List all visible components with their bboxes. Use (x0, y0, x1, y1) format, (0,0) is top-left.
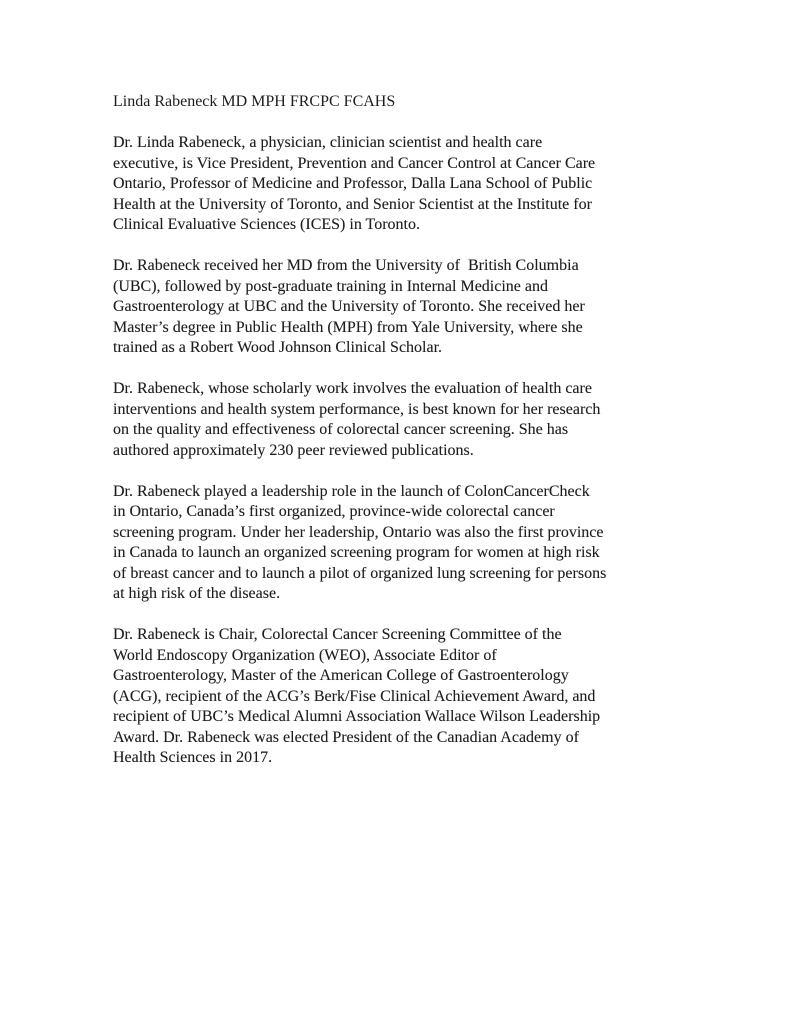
text-line: on the quality and effectiveness of colorectal cancer screening. She has (113, 421, 569, 438)
text-line: screening program. Under her leadership, Ontario was also the first province (113, 523, 604, 541)
paragraph-honors (113, 625, 688, 769)
text-line: Dr. Rabeneck received her MD from the University of British Columbia (113, 257, 579, 274)
text-line: (ACG), recipient of the ACG’s Berk/Fise Clinical Achievement Award, and (113, 687, 596, 705)
text-line: Ontario, Professor of Medicine and Professor, Dalla Lana School of Public (113, 175, 593, 192)
paragraph-leadership (113, 482, 688, 605)
text-line: Award. Dr. Rabeneck was elected President of the Canadian Academy of (113, 728, 579, 746)
text-line: interventions and health system performance, is best known for her research (113, 400, 601, 418)
document-title: Linda Rabeneck MD MPH FRCPC FCAHS (113, 93, 396, 110)
text-line: Gastroenterology at UBC and the University of Toronto. She received her (113, 298, 585, 315)
paragraph-research (113, 379, 688, 461)
text-line: Gastroenterology, Master of the American College of Gastroenterology (113, 667, 569, 684)
text-line: (UBC), followed by post-graduate training in Internal Medicine and (113, 277, 548, 295)
text-line: World Endoscopy Organization (WEO), Associate Editor of (113, 646, 497, 664)
text-line: executive, is Vice President, Prevention and Cancer Control at Cancer Care (113, 154, 596, 172)
text-line: Dr. Rabeneck, whose scholarly work involves the evaluation of health care (113, 380, 592, 397)
document-content (113, 92, 688, 769)
text-line: recipient of UBC’s Medical Alumni Association Wallace Wilson Leadership (113, 708, 601, 725)
text-line: Dr. Linda Rabeneck, a physician, clinician scientist and health care (113, 134, 543, 151)
text-line: trained as a Robert Wood Johnson Clinical Scholar. (113, 339, 443, 356)
text-line: Master’s degree in Public Health (MPH) from Yale University, where she (113, 318, 583, 336)
text-line: at high risk of the disease. (113, 585, 281, 602)
text-line: Health Sciences in 2017. (113, 749, 273, 766)
text-line: of breast cancer and to launch a pilot of organized lung screening for persons (113, 564, 607, 582)
text-line: Dr. Rabeneck is Chair, Colorectal Cancer Screening Committee of the (113, 626, 562, 643)
text-line: Clinical Evaluative Sciences (ICES) in Toronto. (113, 216, 420, 233)
paragraph-bio-roles (113, 133, 688, 236)
text-line: in Ontario, Canada’s first organized, province-wide colorectal cancer (113, 503, 555, 520)
text-line: Health at the University of Toronto, and Senior Scientist at the Institute for (113, 195, 592, 213)
text-line: in Canada to launch an organized screening program for women at high risk (113, 544, 600, 561)
text-line: authored approximately 230 peer reviewed publications. (113, 441, 474, 459)
paragraph-education (113, 256, 688, 359)
text-line: Dr. Rabeneck played a leadership role in the launch of ColonCancerCheck (113, 482, 590, 500)
